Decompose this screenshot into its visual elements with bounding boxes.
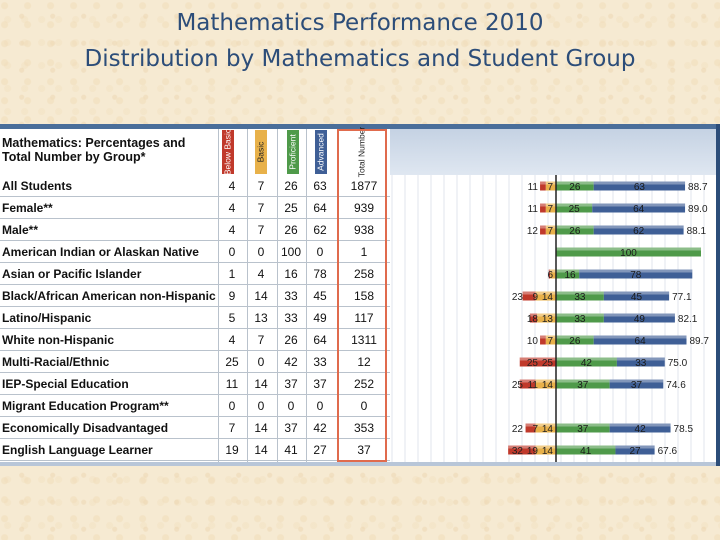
bar-label-left: 32	[511, 446, 523, 457]
bar-label-total-pct: 75.0	[667, 358, 688, 369]
bar-label-total-pct: 88.7	[688, 182, 708, 193]
title-line-2: Distribution by Mathematics and Student Group	[84, 45, 636, 72]
bar-label-right: 27	[629, 446, 641, 457]
advanced-cell: 0	[316, 245, 324, 259]
below-basic-cell: 0	[228, 399, 236, 413]
bar-label-left: 7	[532, 424, 538, 435]
proficient-cell: 37	[284, 421, 298, 435]
proficient-cell: 26	[284, 333, 298, 347]
bar-label-right: 33	[635, 358, 647, 369]
bar-label-total-pct: 77.1	[672, 292, 692, 303]
bar-label-left: 14	[541, 446, 553, 457]
bar-label-total-pct: 78.5	[673, 424, 694, 435]
row-label: English Language Learner	[2, 443, 153, 457]
bar-label-right: 62	[633, 226, 645, 237]
basic-cell: 0	[257, 399, 265, 413]
row-label: White non-Hispanic	[2, 333, 114, 347]
advanced-cell: 64	[313, 333, 327, 347]
panel-bottom-border	[0, 462, 720, 466]
bar-highlight	[540, 204, 546, 207]
advanced-cell: 33	[313, 355, 327, 369]
bar-label-total-pct: 89.7	[689, 336, 709, 347]
column-label-advanced: Advanced	[315, 133, 326, 171]
bar-label-right: 37	[577, 380, 589, 391]
bar-label-total-pct: 74.6	[666, 380, 686, 391]
bar-label-left: 25	[526, 358, 538, 369]
proficient-cell: 37	[284, 377, 298, 391]
row-label: Multi-Racial/Ethnic	[2, 355, 110, 369]
proficient-cell: 42	[284, 355, 298, 369]
title-line-1: Mathematics Performance 2010	[176, 10, 544, 36]
proficient-cell: 25	[284, 201, 298, 215]
total-number-cell: 252	[353, 377, 375, 391]
total-number-cell: 1877	[350, 179, 378, 193]
total-number-cell: 117	[354, 311, 374, 325]
bar-label-left: 9	[532, 292, 538, 303]
row-label: Latino/Hispanic	[2, 311, 92, 325]
proficient-cell: 33	[284, 289, 298, 303]
proficient-cell: 33	[284, 311, 298, 325]
column-label-basic: Basic	[255, 141, 266, 163]
below-basic-cell: 25	[225, 355, 239, 369]
bar-label-left: 11	[527, 182, 538, 193]
bar-label-right: 41	[580, 446, 592, 457]
basic-cell: 14	[254, 377, 268, 391]
bar-label-right: 64	[634, 336, 646, 347]
bar-label-right: 26	[569, 182, 581, 193]
row-label: Migrant Education Program**	[2, 399, 169, 413]
bar-label-right: 37	[577, 424, 589, 435]
bar-label-left: 10	[526, 336, 538, 347]
row-label: American Indian or Alaskan Native	[2, 245, 199, 259]
bar-label-total-pct: 67.6	[657, 446, 678, 457]
panel-right-border	[716, 124, 720, 466]
advanced-cell: 27	[313, 443, 327, 457]
advanced-cell: 64	[313, 201, 327, 215]
basic-cell: 14	[254, 289, 268, 303]
basic-cell: 7	[257, 223, 265, 237]
bar-label-left: 25	[511, 380, 523, 391]
below-basic-cell: 5	[228, 311, 236, 325]
bar-label-left: 7	[547, 336, 553, 347]
advanced-cell: 63	[313, 179, 327, 193]
column-label-below-basic: Below Basic	[222, 128, 233, 176]
row-label: All Students	[2, 179, 73, 193]
row-label: Female**	[2, 201, 53, 215]
bar-label-right: 49	[633, 314, 645, 325]
total-number-cell: 0	[360, 399, 368, 413]
bar-label-left: 13	[541, 314, 553, 325]
proficient-cell: 26	[284, 179, 298, 193]
bar-label-right: 64	[633, 204, 645, 215]
total-number-cell: 939	[353, 201, 375, 215]
bar-label-left: 14	[541, 424, 553, 435]
advanced-cell: 78	[313, 267, 327, 281]
below-basic-cell: 11	[225, 377, 239, 391]
bar-label-total-pct: 89.0	[688, 204, 708, 215]
bar-label-left: 14	[541, 380, 553, 391]
bar-label-left: 19	[526, 446, 538, 457]
proficient-cell: 41	[284, 443, 298, 457]
below-basic-cell: 4	[228, 223, 236, 237]
proficient-cell: 16	[284, 267, 298, 281]
bar-label-left: 22	[511, 424, 523, 435]
bar-label-left: 6	[547, 270, 553, 281]
bar-label-left: 12	[526, 226, 538, 237]
bar-label-left: 14	[541, 292, 553, 303]
basic-cell: 0	[257, 355, 265, 369]
total-number-cell: 258	[353, 267, 375, 281]
row-label: Male**	[2, 223, 39, 237]
basic-cell: 13	[254, 311, 268, 325]
bar-label-total-pct: 88.1	[686, 226, 707, 237]
below-basic-cell: 1	[228, 267, 236, 281]
column-label-total: Total Number	[356, 126, 367, 178]
below-basic-cell: 19	[225, 443, 239, 457]
bar-highlight	[540, 336, 546, 339]
bar-label-right: 100	[620, 248, 637, 259]
basic-cell: 0	[257, 245, 265, 259]
below-basic-cell: 4	[228, 333, 236, 347]
total-number-cell: 158	[353, 289, 375, 303]
basic-cell: 14	[254, 443, 268, 457]
bar-highlight	[540, 226, 546, 229]
bar-label-left: 18	[526, 314, 538, 325]
advanced-cell: 62	[313, 223, 327, 237]
row-label: Asian or Pacific Islander	[2, 267, 142, 281]
bar-label-right: 16	[564, 270, 576, 281]
bar-label-right: 45	[630, 292, 643, 303]
below-basic-cell: 0	[228, 245, 236, 259]
advanced-cell: 45	[313, 289, 327, 303]
bar-label-right: 33	[574, 314, 586, 325]
advanced-cell: 42	[313, 421, 327, 435]
below-basic-cell: 9	[228, 289, 236, 303]
bar-label-right: 25	[568, 204, 580, 215]
proficient-cell: 0	[287, 399, 295, 413]
column-label-proficient: Proficient	[287, 134, 298, 170]
advanced-cell: 37	[313, 377, 327, 391]
total-number-cell: 353	[353, 421, 375, 435]
row-label: IEP-Special Education	[2, 377, 129, 391]
bar-label-right: 33	[574, 292, 586, 303]
advanced-cell: 49	[313, 311, 327, 325]
proficient-cell: 100	[280, 245, 302, 259]
bar-highlight	[540, 182, 546, 185]
bar-label-right: 42	[580, 358, 593, 369]
below-basic-cell: 7	[228, 421, 236, 435]
bar-label-left: 11	[527, 204, 538, 215]
row-label: Black/African American non-Hispanic	[2, 289, 216, 303]
bar-label-left: 23	[511, 292, 523, 303]
total-number-cell: 1	[360, 245, 368, 259]
bar-label-right: 63	[633, 182, 645, 193]
total-number-cell: 12	[357, 355, 371, 369]
bar-label-left: 25	[541, 358, 553, 369]
bar-label-left: 7	[547, 204, 553, 215]
bar-label-left: 11	[527, 380, 538, 391]
basic-cell: 14	[254, 421, 268, 435]
bar-label-total-pct: 82.1	[677, 314, 698, 325]
basic-cell: 4	[257, 267, 265, 281]
total-number-cell: 1311	[351, 333, 377, 347]
basic-cell: 7	[257, 201, 265, 215]
row-label: Economically Disadvantaged	[2, 421, 169, 435]
total-number-cell: 938	[353, 223, 375, 237]
bar-label-left: 7	[547, 226, 553, 237]
bar-label-right: 26	[569, 336, 581, 347]
basic-cell: 7	[257, 179, 265, 193]
bar-label-right: 26	[569, 226, 581, 237]
bar-label-right: 37	[630, 380, 643, 391]
bar-label-left: 7	[547, 182, 553, 193]
below-basic-cell: 4	[228, 179, 236, 193]
bar-label-right: 42	[634, 424, 646, 435]
table-header: Mathematics: Percentages and Total Number by Group*	[2, 136, 186, 164]
advanced-cell: 0	[316, 399, 324, 413]
basic-cell: 7	[257, 333, 265, 347]
bar-label-right: 78	[630, 270, 642, 281]
proficient-cell: 26	[284, 223, 298, 237]
below-basic-cell: 4	[228, 201, 236, 215]
total-number-cell: 37	[357, 443, 371, 457]
